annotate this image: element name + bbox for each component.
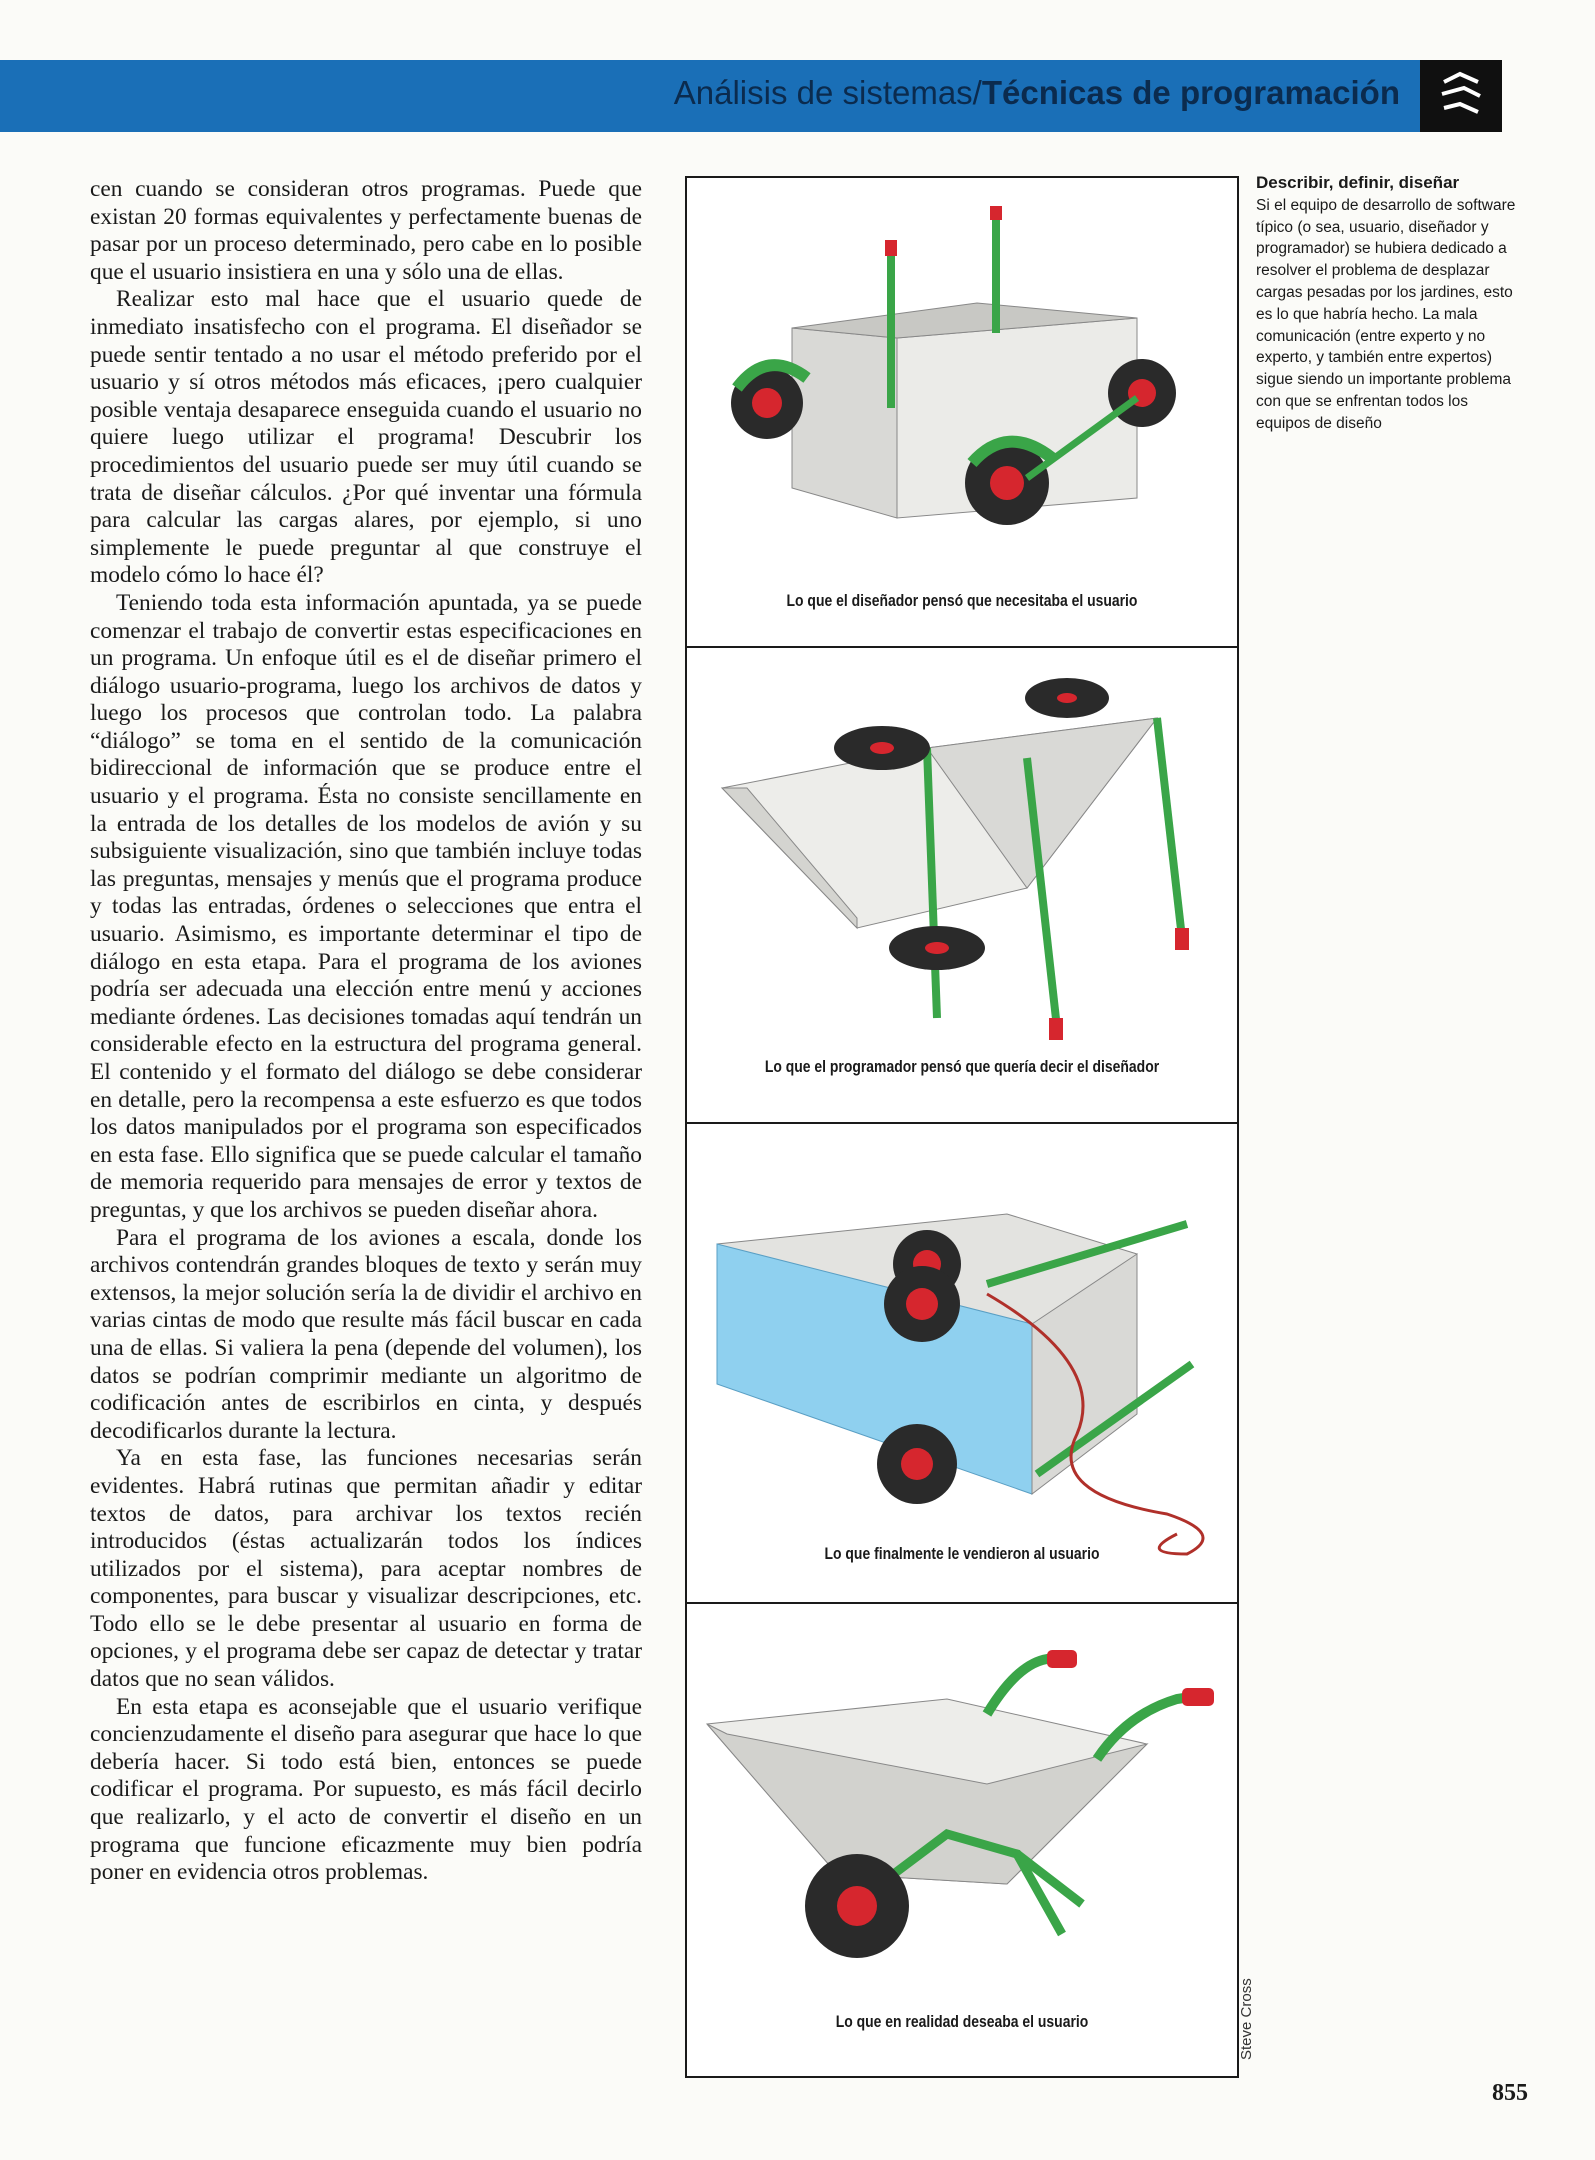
figure-panel-2 bbox=[685, 646, 1239, 1128]
inverted-cart-illustration bbox=[687, 648, 1237, 1126]
page-number: 855 bbox=[1492, 2080, 1528, 2106]
paragraph-5: Ya en esta fase, las funciones necesarias serán evidentes. Habrá rutinas que permitan añadir y editar textos de datos, para archivar los textos recién introducidos (éstas actualizarán todos los índices utilizados por el sistema), para aceptar nombres de componentes, para buscar y visualizar descripciones, etc. Todo ello se le debe presentar al usuario en forma de opciones, y el programa debe ser capaz de detectar y tratar datos que no sean válidos. bbox=[90, 1445, 642, 1693]
sidebar-title: Describir, definir, diseñar bbox=[1256, 173, 1460, 192]
sidebar-body: Si el equipo de desarrollo de software típico (o sea, usuario, diseñador y programador) se hubiera dedicado a resolver el problema de desplazar cargas pesadas por los jardines, esto es lo que habría hecho. La mala comunicación (entre experto y no experto, y también entre expertos) sigue siendo un importante problema con que se enfrentan todos los equipos de diseño bbox=[1256, 196, 1516, 432]
figure-panel-4 bbox=[685, 1602, 1239, 2078]
paragraph-2: Realizar esto mal hace que el usuario quede de inmediato insatisfecho con el programa. El diseñador se puede sentir tentado a no usar el método preferido por el usuario y sí otros métodos más eficaces, ¡pero cualquier posible ventaja desaparece enseguida cuando el usuario no quiere luego utilizar el programa! Descubrir los procedimientos del usuario puede ser muy útil cuando se trata de diseñar cálculos. ¿Por qué inventar una fórmula para calcular las cargas alares, por ejemplo, si uno simplemente le puede preguntar al que construye el modelo cómo lo hace él? bbox=[90, 286, 642, 589]
header-section: Análisis de sistemas/ bbox=[673, 74, 982, 111]
running-header bbox=[674, 74, 1400, 112]
paragraph-4: Para el programa de los aviones a escala, donde los archivos contendrán grandes bloques de texto y serán muy extensos, la mejor solución sería la de dividir el archivo en varias cintas de modo que resulte más fácil buscar en cada una de ellas. Si valiera la pena (depende del volumen), los datos se podrían comprimir mediante un algoritmo de codificación antes de escribirlos en cinta, y después decodificarlos durante la lectura. bbox=[90, 1224, 642, 1444]
article-body bbox=[90, 176, 642, 1887]
paragraph-1: cen cuando se consideran otros programas. Puede que existan 20 formas equivalentes y perfectamente buenas de pasar por un proceso determinado, pero cabe en lo posible que el usuario insistiera en una y sólo una de ellas. bbox=[90, 176, 642, 285]
tarp-cart-illustration bbox=[687, 1124, 1237, 1606]
figure-panel-1 bbox=[685, 176, 1239, 652]
logo-glyph-icon bbox=[1420, 60, 1502, 132]
figure-caption-3: Lo que finalmente le vendieron al usuario bbox=[824, 1544, 1100, 1563]
illustration-credit: Steve Cross bbox=[1238, 1978, 1255, 2060]
paragraph-3: Teniendo toda esta información apuntada, ya se puede comenzar el trabajo de convertir estas especificaciones en un programa. Un enfoque útil es el de diseñar primero el diálogo usuario-programa, luego los archivos de datos y luego los procesos que controlan todo. La palabra “diálogo” se toma en el sentido de la comunicación bidireccional de información que se produce entre el usuario y el programa. Ésta no consiste sencillamente en la entrada de los detalles de los modelos de avión y su subsiguiente visualización, sino que también incluye todas las preguntas, mensajes y menús que el programa produce y todas las entradas, órdenes o selecciones que entra el usuario. Asimismo, es importante determinar el tipo de diálogo en esta etapa. Para el programa de los aviones podría ser adecuada una elección entre menú y acciones mediante órdenes. Las decisiones tomadas aquí tendrán un considerable efecto en la estructura del programa general. El contenido y el formato del diálogo se debe considerar en detalle, pero la recompensa a este esfuerzo es que todos los datos manipulados por el programa son especificados en esta fase. Ello significa que se puede calcular el tamaño de memoria requerido para mensajes de error y textos de preguntas, y que los archivos se pueden diseñar ahora. bbox=[90, 589, 642, 1223]
header-subsection: Técnicas de programación bbox=[981, 74, 1400, 111]
box-cart-illustration bbox=[687, 178, 1237, 650]
sidebar-note bbox=[1256, 172, 1526, 435]
figure-caption-1: Lo que el diseñador pensó que necesitaba el usuario bbox=[786, 591, 1138, 610]
section-logo bbox=[1420, 60, 1502, 132]
paragraph-6: En esta etapa es aconsejable que el usuario verifique concienzudamente el diseño para asegurar que hace lo que debería hacer. Si todo está bien, entonces se puede codificar el programa. Por supuesto, es más fácil decirlo que realizarlo, y el acto de convertir el diseño en un programa que funcione eficazmente muy bien podría poner en evidencia otros problemas. bbox=[90, 1693, 642, 1886]
figure-panel-3 bbox=[685, 1122, 1239, 1608]
figure-caption-4: Lo que en realidad deseaba el usuario bbox=[835, 2012, 1089, 2031]
figure-caption-2: Lo que el programador pensó que quería decir el diseñador bbox=[764, 1057, 1160, 1076]
wheelbarrow-illustration bbox=[687, 1604, 1237, 2076]
